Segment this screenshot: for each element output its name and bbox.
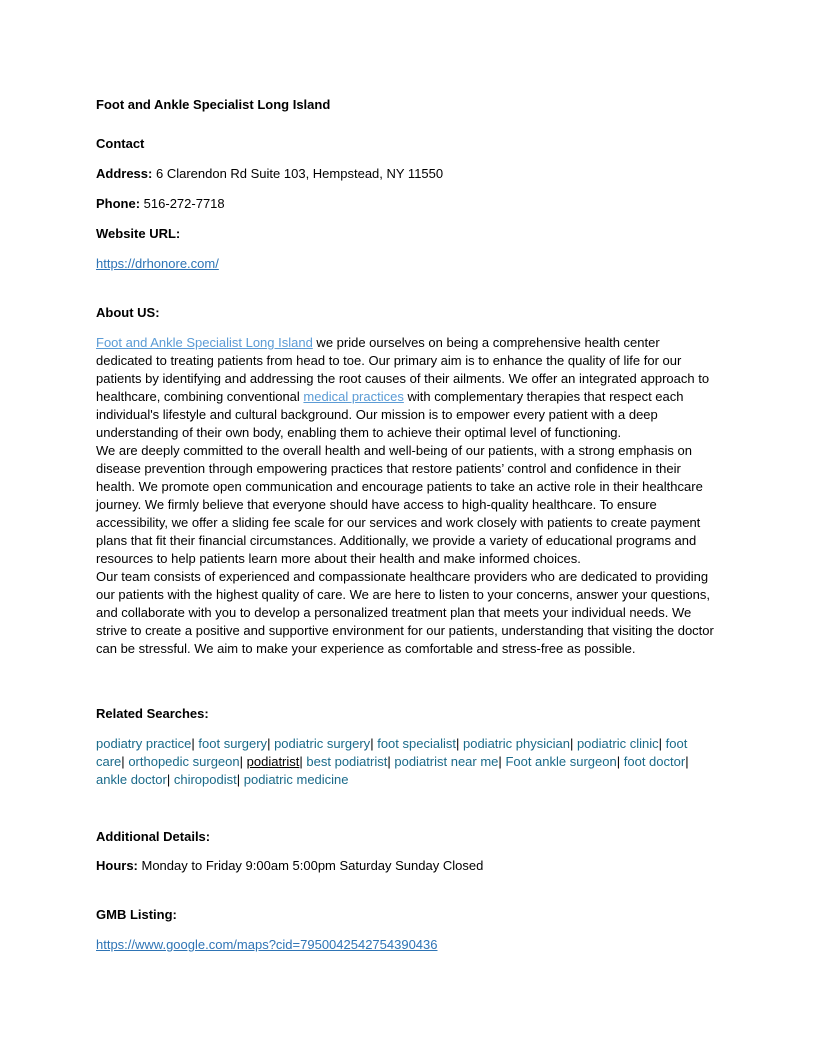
about-p1-text-b: with complementary therapies that respect each individual's lifestyle and cultural background. Our mission is to empower every patient with a deep understanding of their own body, enabling them to achieve their optimal level of functioning. (96, 389, 684, 440)
hours-label: Hours: (96, 858, 138, 873)
related-link[interactable]: chiropodist (173, 772, 237, 787)
contact-heading: Contact (96, 136, 145, 151)
hours-line (96, 857, 718, 875)
related-heading: Related Searches: (96, 706, 209, 721)
hours-value: Monday to Friday 9:00am 5:00pm Saturday Sunday Closed (137, 858, 484, 873)
about-paragraph-2: We are deeply committed to the overall health and well-being of our patients, with a strong emphasis on disease prevention through empowering practices that restore patients’ control and confidence in their health. We promote open communication and encourage patients to take an active role in their healthcare journey. We firmly believe that everyone should have access to high-quality healthcare. To ensure accessibility, we offer a sliding fee scale for our services and work closely with patients to create payment plans that fit their financial circumstances. Additionally, we provide a variety of educational programs and resources to help patients learn more about their health and make informed choices. (96, 443, 703, 566)
about-paragraph-3: Our team consists of experienced and compassionate healthcare providers who are dedicated to providing our patients with the highest quality of care. We are here to listen to your concerns, answer your questions, and collaborate with you to develop a personalized treatment plan that meets your individual needs. We strive to create a positive and supportive environment for our patients, understanding that visiting the doctor can be stressful. We aim to make your experience as comfortable and stress-free as possible. (96, 569, 714, 656)
related-link[interactable]: podiatrist near me (394, 754, 499, 769)
website-link[interactable]: https://drhonore.com/ (96, 256, 219, 271)
related-link[interactable]: podiatric medicine (243, 772, 349, 787)
page-title: Foot and Ankle Specialist Long Island (96, 97, 331, 112)
related-link[interactable]: podiatric surgery (274, 736, 371, 751)
medical-practices-link[interactable]: medical practices (303, 389, 404, 404)
related-link[interactable]: podiatric physician (462, 736, 570, 751)
about-body (96, 334, 718, 658)
related-row-1: podiatry practice| foot surgery| podiatric surgery| foot specialist| podiatric physician| podiatric clinic| foot care| orthopedic surgeon| podiatrist| best podiatrist| podiatrist near me| Foot ankle surgeon| foot doctor| ankle doctor| chiropodist| podiatric medicine (96, 736, 689, 787)
gmb-link[interactable]: https://www.google.com/maps?cid=7950042542754390436 (96, 937, 438, 952)
website-line (96, 255, 718, 273)
about-p1-text-a: we pride ourselves on being a comprehensive health center dedicated to treating patients from head to toe. Our primary aim is to enhance the quality of life for our patients by identifying and addressing the root causes of their ailments. We offer an integrated approach to healthcare, combining conventional (96, 335, 710, 404)
phone-line (96, 195, 718, 213)
address-line (96, 165, 718, 183)
additional-heading: Additional Details: (96, 829, 211, 844)
related-link[interactable]: podiatric clinic (576, 736, 659, 751)
gmb-heading: GMB Listing: (96, 907, 177, 922)
address-label: Address: (96, 166, 153, 181)
related-link[interactable]: foot care (96, 736, 688, 769)
related-link[interactable]: foot doctor (623, 754, 686, 769)
specialist-link[interactable]: Foot and Ankle Specialist Long Island (96, 335, 313, 350)
related-link[interactable]: ankle doctor (96, 772, 167, 787)
address-value: 6 Clarendon Rd Suite 103, Hempstead, NY 11550 (152, 166, 444, 181)
related-searches (96, 735, 718, 789)
phone-label: Phone: (96, 196, 141, 211)
related-link[interactable]: Foot ankle surgeon (505, 754, 617, 769)
related-link[interactable]: foot specialist (377, 736, 456, 751)
related-link[interactable]: podiatry practice (96, 736, 192, 751)
phone-value: 516-272-7718 (140, 196, 225, 211)
website-label: Website URL: (96, 226, 181, 241)
about-paragraph-1 (96, 334, 718, 442)
related-link[interactable]: best podiatrist (306, 754, 388, 769)
related-link[interactable]: orthopedic surgeon (128, 754, 240, 769)
related-link[interactable]: podiatrist (246, 754, 300, 769)
gmb-line (96, 936, 718, 954)
about-heading: About US: (96, 305, 160, 320)
related-link[interactable]: foot surgery (198, 736, 268, 751)
